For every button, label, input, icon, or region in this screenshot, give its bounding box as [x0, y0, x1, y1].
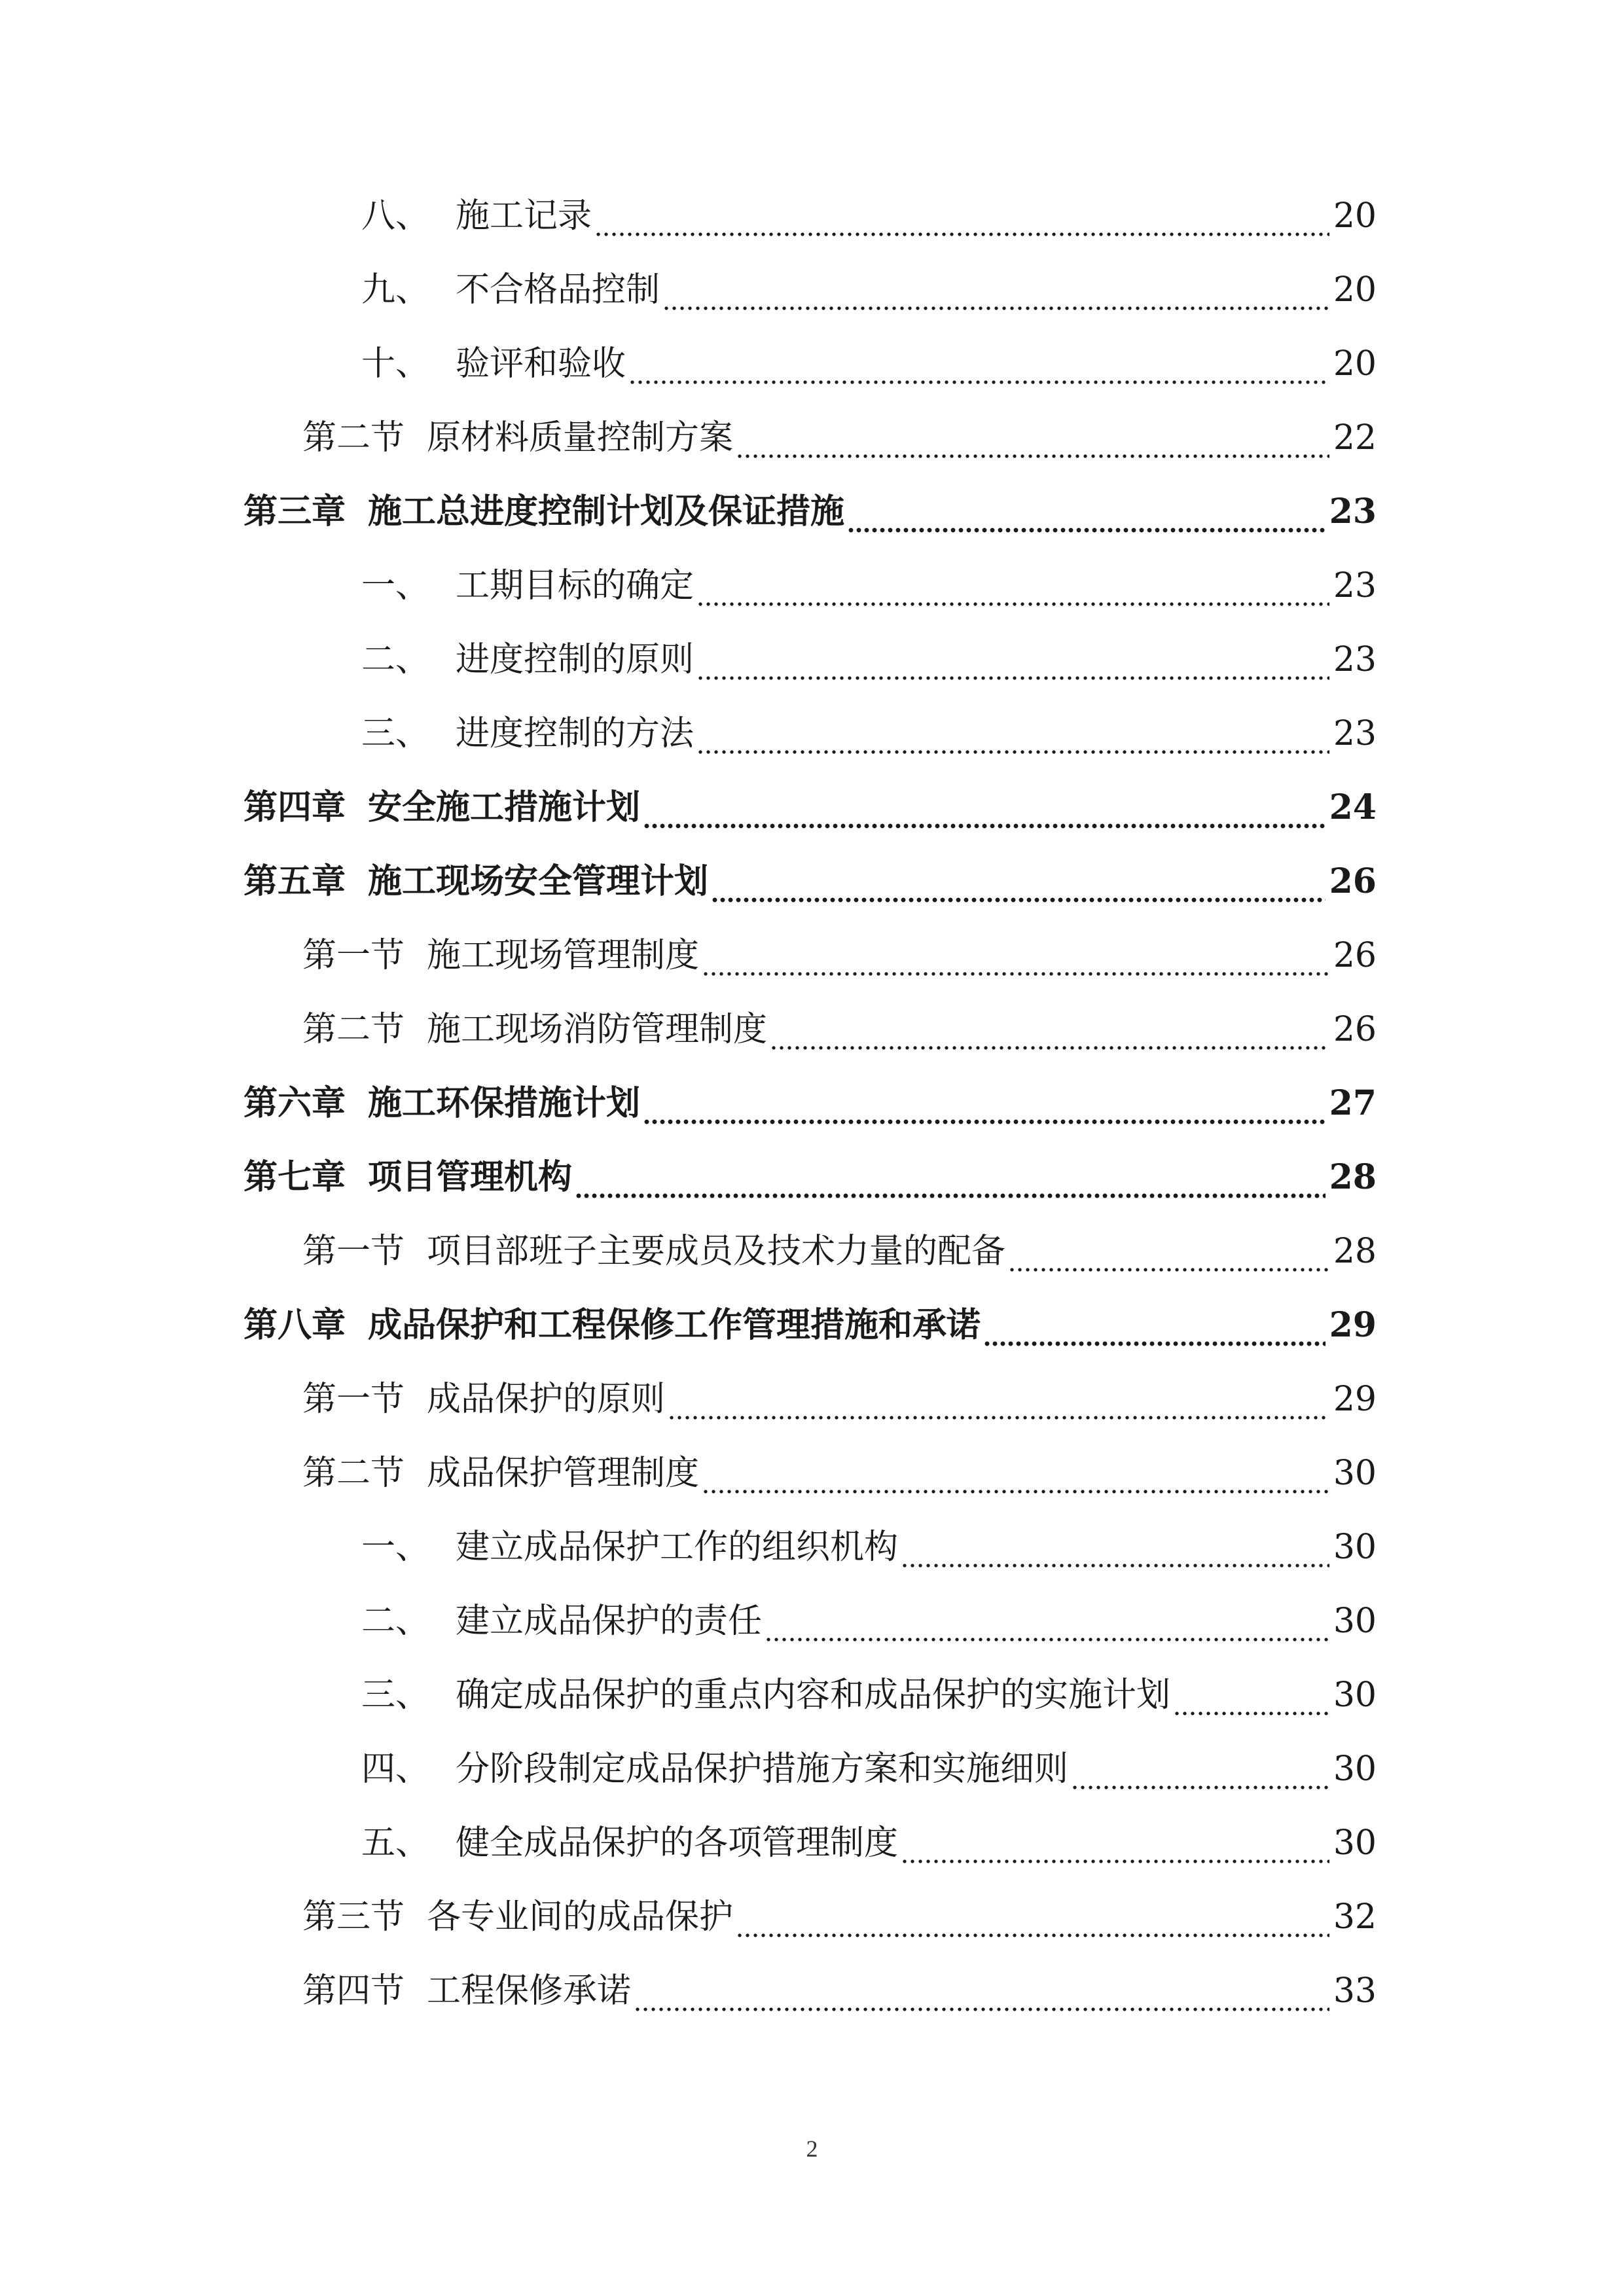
- dot-leader: [594, 190, 1329, 242]
- toc-entry-title: 施工现场消防管理制度: [427, 1010, 768, 1049]
- toc-entry-page: 30: [1333, 1528, 1377, 1567]
- toc-entry-number: 三、: [361, 714, 430, 753]
- dot-leader: [702, 929, 1329, 982]
- toc-entry-page: 30: [1333, 1602, 1377, 1641]
- toc-entry-page: 24: [1329, 787, 1377, 827]
- toc-entry[interactable]: [302, 1965, 1377, 2017]
- toc-entry-number: 第一节: [302, 936, 405, 975]
- dot-leader: [770, 1003, 1329, 1056]
- toc-entry-number: 第三章: [244, 492, 346, 531]
- toc-entry-page: 26: [1333, 936, 1377, 975]
- dot-leader: [983, 1299, 1326, 1352]
- toc-entry[interactable]: [302, 412, 1377, 464]
- toc-entry-title: 成品保护的原则: [427, 1380, 666, 1419]
- toc-entry-title: 各专业间的成品保护: [427, 1897, 734, 1937]
- toc-entry-page: 20: [1333, 270, 1377, 310]
- toc-entry[interactable]: [302, 929, 1377, 982]
- toc-entry[interactable]: [244, 855, 1377, 908]
- toc-entry-number: 第三节: [302, 1897, 405, 1937]
- toc-entry-page: 30: [1333, 1676, 1377, 1715]
- dot-leader: [696, 708, 1329, 760]
- toc-entry-title: 工期目标的确定: [456, 566, 695, 605]
- toc-entry-page: 23: [1333, 640, 1377, 679]
- toc-entry-page: 23: [1329, 492, 1377, 531]
- dot-leader: [643, 1077, 1326, 1130]
- toc-entry-title: 施工现场安全管理计划: [368, 861, 709, 901]
- dot-leader: [696, 634, 1329, 686]
- toc-entry-number: 第二节: [302, 418, 405, 457]
- toc-entry[interactable]: [302, 1891, 1377, 1943]
- toc-entry-number: 第四节: [302, 1971, 405, 2011]
- toc-entry-number: 二、: [361, 1602, 430, 1641]
- toc-entry[interactable]: [244, 781, 1377, 834]
- toc-entry-number: 第二节: [302, 1454, 405, 1493]
- toc-entry-number: 二、: [361, 640, 430, 679]
- toc-entry-page: 23: [1333, 566, 1377, 605]
- toc-entry[interactable]: [302, 1225, 1377, 1278]
- toc-entry-page: 26: [1329, 861, 1377, 901]
- toc-entry-number: 九、: [361, 270, 430, 310]
- toc-entry[interactable]: [361, 708, 1377, 760]
- toc-entry-title: 验评和验收: [456, 344, 626, 384]
- dot-leader: [634, 1965, 1329, 2017]
- toc-entry-title: 原材料质量控制方案: [427, 418, 734, 457]
- toc-entry-page: 28: [1329, 1157, 1377, 1197]
- dot-leader: [736, 1891, 1329, 1943]
- dot-leader: [711, 855, 1326, 908]
- toc-entry-title: 工程保修承诺: [427, 1971, 632, 2011]
- toc-entry[interactable]: [361, 1521, 1377, 1573]
- toc-entry[interactable]: [361, 338, 1377, 390]
- toc-entry-number: 五、: [361, 1823, 430, 1863]
- dot-leader: [668, 1373, 1329, 1426]
- toc-entry[interactable]: [361, 1595, 1377, 1647]
- toc-entry-title: 成品保护和工程保修工作管理措施和承诺: [368, 1305, 981, 1345]
- toc-entry[interactable]: [361, 560, 1377, 612]
- dot-leader: [765, 1595, 1329, 1647]
- dot-leader: [643, 781, 1326, 834]
- toc-entry[interactable]: [302, 1447, 1377, 1499]
- dot-leader: [628, 338, 1329, 390]
- toc-entry-page: 29: [1329, 1305, 1377, 1345]
- toc-entry[interactable]: [361, 1817, 1377, 1869]
- toc-entry-page: 30: [1333, 1823, 1377, 1863]
- toc-entry-number: 第四章: [244, 787, 346, 827]
- toc-entry-title: 项目管理机构: [368, 1157, 573, 1197]
- toc-entry[interactable]: [361, 1743, 1377, 1795]
- toc-entry-number: 第八章: [244, 1305, 346, 1345]
- toc-entry-title: 安全施工措施计划: [368, 787, 641, 827]
- toc-entry-page: 30: [1333, 1749, 1377, 1789]
- toc-entry-number: 四、: [361, 1749, 430, 1789]
- toc-entry-number: 第五章: [244, 861, 346, 901]
- toc-entry-page: 20: [1333, 344, 1377, 384]
- toc-entry-title: 确定成品保护的重点内容和成品保护的实施计划: [456, 1676, 1171, 1715]
- dot-leader: [696, 560, 1329, 612]
- toc-entry-number: 一、: [361, 1528, 430, 1567]
- toc-entry-title: 建立成品保护工作的组织机构: [456, 1528, 899, 1567]
- toc-entry-page: 26: [1333, 1010, 1377, 1049]
- toc-entry[interactable]: [244, 1299, 1377, 1352]
- dot-leader: [1173, 1669, 1329, 1721]
- dot-leader: [1071, 1743, 1329, 1795]
- toc-entry-title: 不合格品控制: [456, 270, 660, 310]
- toc-entry-number: 十、: [361, 344, 430, 384]
- dot-leader: [575, 1151, 1326, 1204]
- toc-entry-number: 三、: [361, 1676, 430, 1715]
- toc-entry-page: 28: [1333, 1232, 1377, 1271]
- toc-entry[interactable]: [244, 486, 1377, 538]
- toc-entry-page: 27: [1329, 1083, 1377, 1123]
- toc-entry-number: 八、: [361, 196, 430, 236]
- toc-entry[interactable]: [302, 1373, 1377, 1426]
- toc-entry[interactable]: [361, 190, 1377, 242]
- toc-entry[interactable]: [361, 264, 1377, 316]
- page-number: 2: [806, 2136, 818, 2162]
- dot-leader: [901, 1817, 1329, 1869]
- toc-entry-title: 建立成品保护的责任: [456, 1602, 763, 1641]
- toc-entry-page: 20: [1333, 196, 1377, 236]
- dot-leader: [847, 486, 1326, 538]
- toc-entry[interactable]: [244, 1151, 1377, 1204]
- toc-entry-number: 第一节: [302, 1380, 405, 1419]
- toc-entry-title: 施工环保措施计划: [368, 1083, 641, 1123]
- toc-entry-title: 进度控制的原则: [456, 640, 695, 679]
- toc-entry-page: 23: [1333, 714, 1377, 753]
- dot-leader: [662, 264, 1329, 316]
- toc-entry-title: 健全成品保护的各项管理制度: [456, 1823, 899, 1863]
- toc-entry-number: 一、: [361, 566, 430, 605]
- toc-entry-number: 第一节: [302, 1232, 405, 1271]
- toc-entry-page: 22: [1333, 418, 1377, 457]
- toc-entry-number: 第六章: [244, 1083, 346, 1123]
- toc-entry-title: 分阶段制定成品保护措施方案和实施细则: [456, 1749, 1069, 1789]
- toc-entry-title: 成品保护管理制度: [427, 1454, 700, 1493]
- dot-leader: [901, 1521, 1329, 1573]
- toc-entry[interactable]: [302, 1003, 1377, 1056]
- toc-entry-page: 29: [1333, 1380, 1377, 1419]
- toc-entry[interactable]: [244, 1077, 1377, 1130]
- toc-entry-page: 33: [1333, 1971, 1377, 2011]
- toc-entry-page: 30: [1333, 1454, 1377, 1493]
- toc-entry-title: 项目部班子主要成员及技术力量的配备: [427, 1232, 1006, 1271]
- toc-entry-title: 施工总进度控制计划及保证措施: [368, 492, 845, 531]
- toc-entry-page: 32: [1333, 1897, 1377, 1937]
- toc-entry-number: 第二节: [302, 1010, 405, 1049]
- toc-entry-title: 施工现场管理制度: [427, 936, 700, 975]
- toc-entry-title: 进度控制的方法: [456, 714, 695, 753]
- toc-entry-title: 施工记录: [456, 196, 592, 236]
- toc-entry[interactable]: [361, 634, 1377, 686]
- dot-leader: [1008, 1225, 1329, 1278]
- dot-leader: [702, 1447, 1329, 1499]
- toc-entry-number: 第七章: [244, 1157, 346, 1197]
- toc-entry[interactable]: [361, 1669, 1377, 1721]
- dot-leader: [736, 412, 1329, 464]
